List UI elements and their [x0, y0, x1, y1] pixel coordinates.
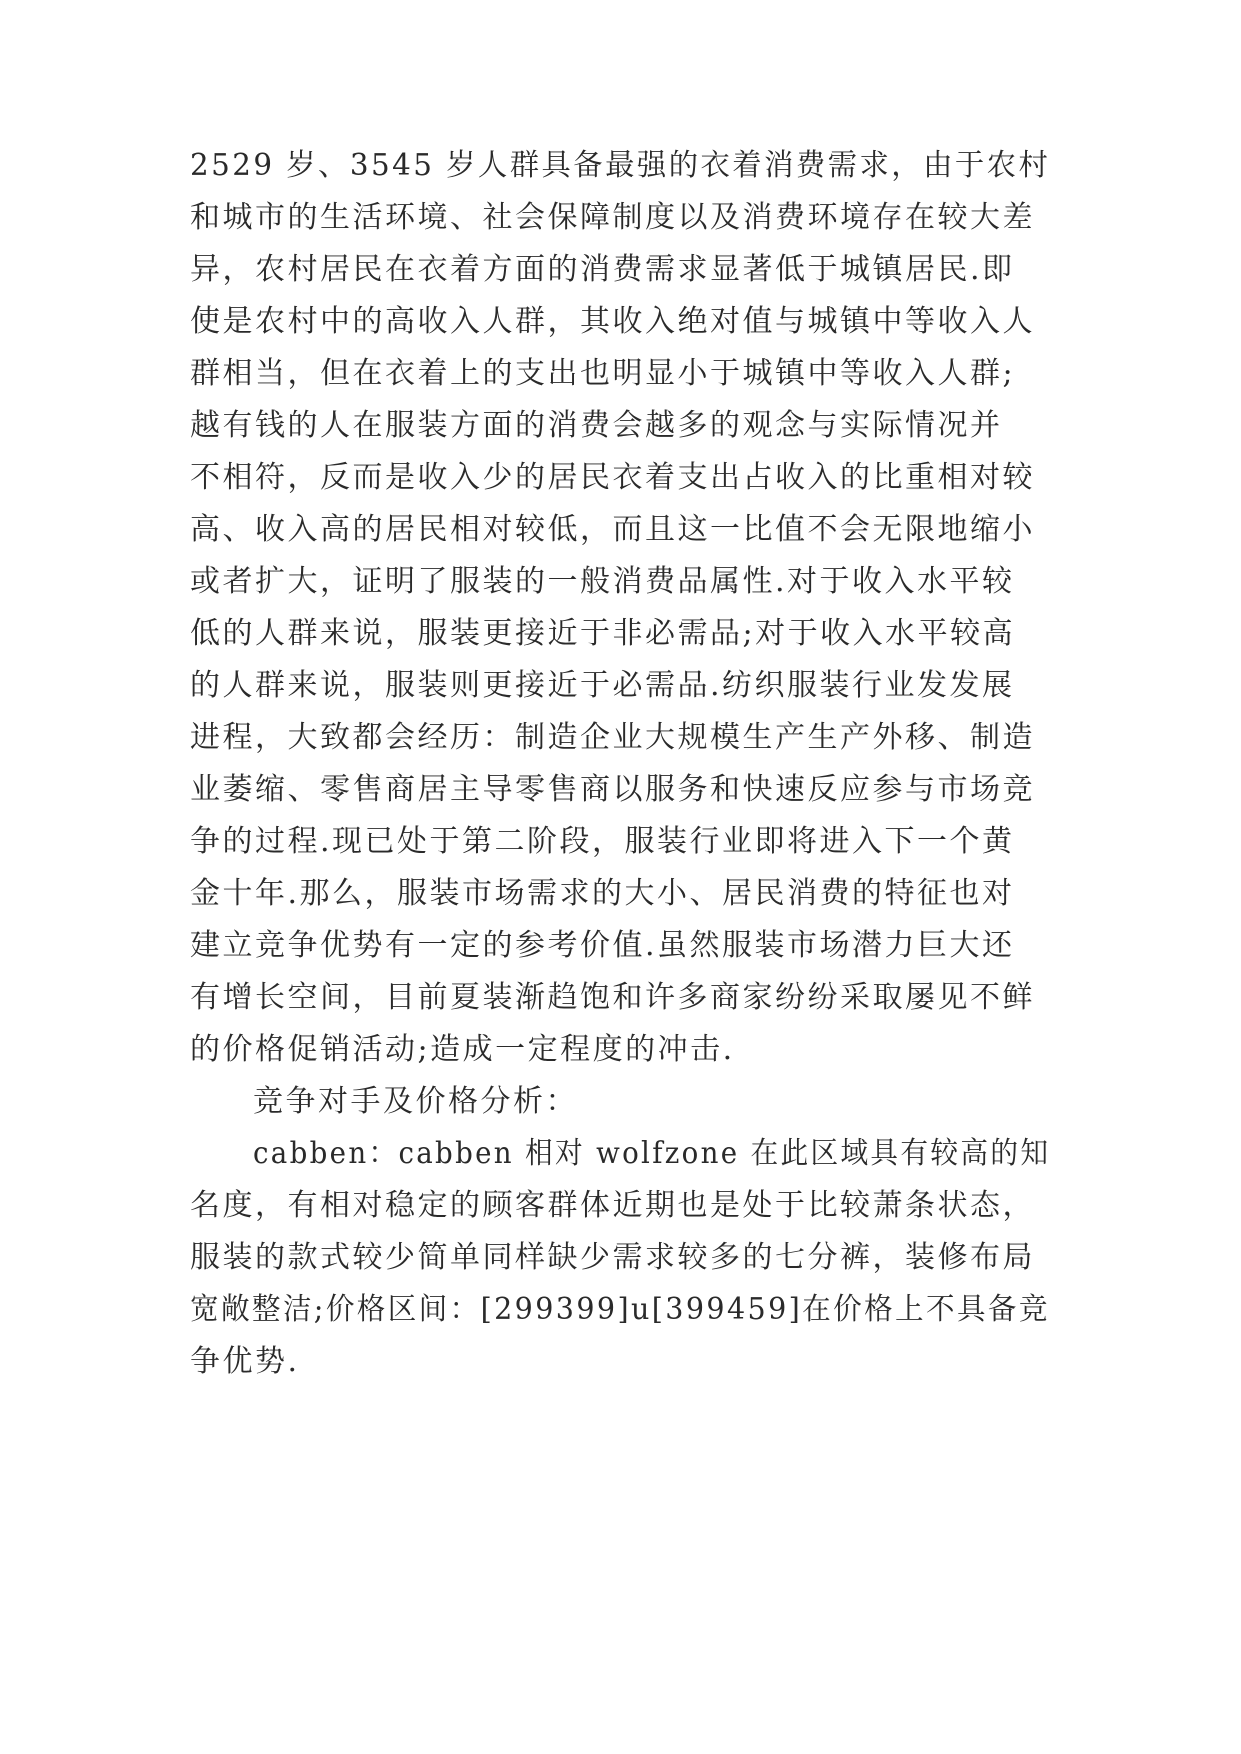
- section-heading: 竞争对手及价格分析：: [253, 1084, 578, 1119]
- text-line: 名度，有相对稳定的顾客群体近期也是处于比较萧条状态，: [190, 1188, 1035, 1223]
- text-line: 低的人群来说，服装更接近于非必需品;对于收入水平较高: [190, 616, 1016, 651]
- text-line: 使是农村中的高收入人群，其收入绝对值与城镇中等收入人: [190, 304, 1035, 339]
- text-line: cabben：cabben 相对 wolfzone 在此区域具有较高的知: [253, 1136, 1051, 1171]
- text-line: 异，农村居民在衣着方面的消费需求显著低于城镇居民.即: [190, 252, 1015, 287]
- text-line: 建立竞争优势有一定的参考价值.虽然服装市场潜力巨大还: [190, 928, 1015, 963]
- text-line: 2529 岁、3545 岁人群具备最强的衣着消费需求，由于农村: [190, 148, 1051, 183]
- text-line: 和城市的生活环境、社会保障制度以及消费环境存在较大差: [190, 200, 1035, 235]
- text-line: 越有钱的人在服装方面的消费会越多的观念与实际情况并: [190, 408, 1003, 443]
- text-line: 争优势.: [190, 1344, 300, 1379]
- text-line: 进程，大致都会经历：制造企业大规模生产生产外移、制造: [190, 720, 1035, 755]
- text-line: 的人群来说，服装则更接近于必需品.纺织服装行业发发展: [190, 668, 1015, 703]
- text-line: 高、收入高的居民相对较低，而且这一比值不会无限地缩小: [190, 512, 1035, 547]
- text-line: 的价格促销活动;造成一定程度的冲击.: [190, 1032, 735, 1067]
- text-line: 宽敞整洁;价格区间：[299399]u[399459]在价格上不具备竞: [190, 1292, 1050, 1327]
- text-line: 群相当，但在衣着上的支出也明显小于城镇中等收入人群;: [190, 356, 1016, 391]
- text-line: 金十年.那么，服装市场需求的大小、居民消费的特征也对: [190, 876, 1015, 911]
- text-line: 业萎缩、零售商居主导零售商以服务和快速反应参与市场竞: [190, 772, 1035, 807]
- text-line: 服装的款式较少简单同样缺少需求较多的七分裤，装修布局: [190, 1240, 1035, 1275]
- text-line: 争的过程.现已处于第二阶段，服装行业即将进入下一个黄: [190, 824, 1015, 859]
- text-line: 不相符，反而是收入少的居民衣着支出占收入的比重相对较: [190, 460, 1035, 495]
- text-line: 或者扩大，证明了服装的一般消费品属性.对于收入水平较: [190, 564, 1015, 599]
- text-line: 有增长空间，目前夏装渐趋饱和许多商家纷纷采取屡见不鲜: [190, 980, 1035, 1015]
